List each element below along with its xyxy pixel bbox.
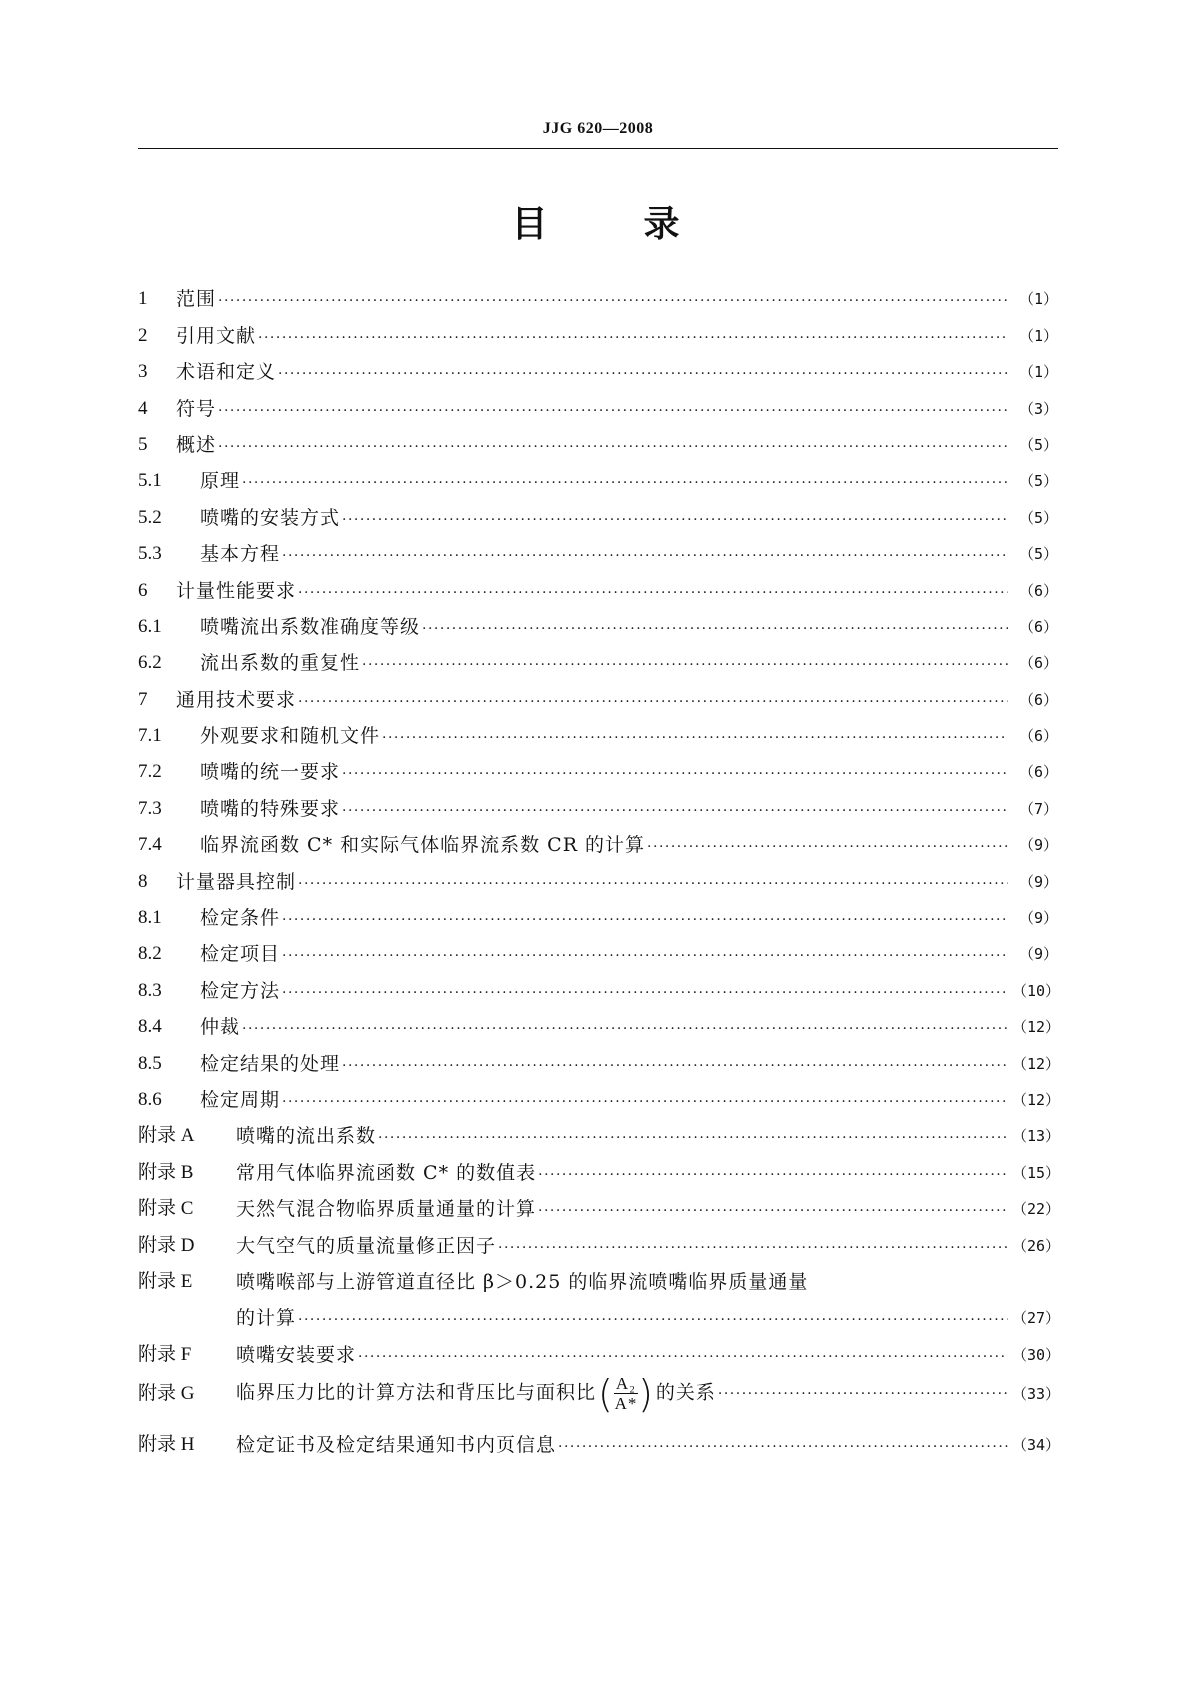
toc-entry-page: （34）	[1012, 1436, 1061, 1455]
leader-dots	[382, 728, 1008, 748]
toc-entry-number: 附录 G	[138, 1382, 195, 1404]
fraction-denominator: A*	[614, 1394, 638, 1414]
toc-entry-number: 附录 H	[138, 1434, 195, 1456]
leader-dots	[538, 1165, 1008, 1185]
leader-dots	[358, 1347, 1008, 1367]
toc-entry-page: （9）	[1018, 909, 1058, 928]
toc-entry[interactable]	[138, 712, 1058, 748]
toc-entry-number: 7	[138, 688, 148, 710]
toc-entry-number: 8.4	[138, 1016, 162, 1038]
toc-entry[interactable]	[138, 1039, 1061, 1075]
toc-entry-page: （33）	[1012, 1384, 1061, 1403]
toc-entry-number: 附录 D	[138, 1234, 195, 1256]
toc-entry-number: 附录 B	[138, 1161, 194, 1183]
toc-entry-number: 1	[138, 288, 148, 310]
toc-entry[interactable]	[138, 1003, 1061, 1039]
toc-entry-text	[236, 1371, 716, 1416]
toc-entry-page: （3）	[1018, 399, 1058, 418]
toc-entry[interactable]	[138, 530, 1058, 566]
toc-entry-number: 8.3	[138, 979, 162, 1001]
toc-entry-appendix-g[interactable]	[138, 1367, 1061, 1421]
leader-dots	[498, 1238, 1008, 1258]
toc-entry[interactable]	[138, 639, 1058, 675]
toc-entry[interactable]	[138, 421, 1058, 457]
toc-entry-page: （5）	[1018, 545, 1058, 564]
toc-entry[interactable]	[138, 748, 1058, 784]
toc-entry-text: 喷嘴喉部与上游管道直径比 β＞0.25 的临界流喷嘴临界质量通量	[236, 1270, 809, 1293]
fraction-numerator: A₂	[615, 1374, 637, 1394]
toc-entry-text: 仲裁	[200, 1016, 241, 1039]
area-ratio-fraction: ( $\frac{\text{A₂}}{A*}$ )	[598, 1371, 654, 1416]
toc-entry-text: 术语和定义	[176, 361, 277, 384]
leader-dots	[282, 1092, 1008, 1112]
toc-entry-text: 检定项目	[200, 943, 281, 966]
leader-dots	[282, 946, 1008, 966]
toc-entry-page: （5）	[1018, 508, 1058, 527]
leader-dots	[298, 874, 1008, 894]
toc-entry[interactable]	[138, 348, 1058, 384]
toc-entry-page: （6）	[1018, 690, 1058, 709]
toc-entry-appendix-h[interactable]	[138, 1421, 1061, 1457]
toc-entry-number: 附录 A	[138, 1125, 195, 1147]
leader-dots	[298, 692, 1008, 712]
toc-entry-text: 检定周期	[200, 1088, 281, 1111]
toc-entry-page: （9）	[1018, 836, 1058, 855]
toc-entry-number: 3	[138, 361, 148, 383]
title-char-2: 录	[643, 204, 680, 245]
toc-entry-text: 常用气体临界流函数 C* 的数值表	[236, 1161, 537, 1184]
toc-entry-number: 8.6	[138, 1088, 162, 1110]
toc-entry-number: 6.1	[138, 615, 162, 637]
toc-entry-appendix-e-continued[interactable]	[138, 1294, 1061, 1330]
toc-entry-page: （30）	[1012, 1345, 1061, 1364]
toc-entry-appendix-f[interactable]	[138, 1330, 1061, 1366]
document-code-header: JJG 620—2008	[542, 120, 654, 137]
leader-dots	[242, 473, 1008, 493]
table-of-contents	[138, 275, 1061, 1457]
toc-entry-number: 6	[138, 579, 148, 601]
toc-entry-appendix-e[interactable]	[138, 1258, 1058, 1294]
toc-entry-page: （15）	[1012, 1163, 1061, 1182]
toc-entry[interactable]	[138, 930, 1058, 966]
leader-dots	[282, 546, 1008, 566]
leader-dots	[378, 1128, 1008, 1148]
toc-entry-text: 通用技术要求	[176, 688, 297, 711]
page-title	[0, 196, 1191, 247]
toc-entry-number: 8.2	[138, 943, 162, 965]
toc-entry-page: （13）	[1012, 1127, 1061, 1146]
toc-entry[interactable]	[138, 1221, 1061, 1257]
toc-entry-text: 喷嘴流出系数准确度等级	[200, 615, 421, 638]
header-rule	[138, 148, 1058, 149]
toc-entry[interactable]	[138, 966, 1061, 1002]
leader-dots	[282, 983, 1008, 1003]
toc-entry-number: 8	[138, 870, 148, 892]
toc-entry-number: 8.5	[138, 1052, 162, 1074]
toc-entry-page: （9）	[1018, 872, 1058, 891]
toc-entry-page: （26）	[1012, 1236, 1061, 1255]
toc-entry-page: （6）	[1018, 727, 1058, 746]
toc-entry-page: （6）	[1018, 617, 1058, 636]
toc-entry[interactable]	[138, 493, 1058, 529]
leader-dots	[422, 619, 1008, 639]
toc-entry-text: 范围	[176, 288, 217, 311]
leader-dots	[342, 801, 1008, 821]
toc-entry-text: 概述	[176, 433, 217, 456]
toc-entry-page: （6）	[1018, 581, 1058, 600]
toc-entry-page: （5）	[1018, 435, 1058, 454]
toc-entry-number: 5.3	[138, 543, 162, 565]
toc-entry-number: 2	[138, 324, 148, 346]
toc-entry-number: 4	[138, 397, 148, 419]
toc-entry[interactable]	[138, 1076, 1061, 1112]
toc-entry-page: （12）	[1012, 1018, 1061, 1037]
toc-entry-page: （6）	[1018, 763, 1058, 782]
leader-dots	[218, 437, 1008, 457]
toc-entry-text: 检定条件	[200, 907, 281, 930]
title-char-1: 目	[511, 204, 548, 245]
toc-entry-text: 喷嘴的流出系数	[236, 1125, 377, 1148]
toc-entry[interactable]	[138, 784, 1058, 820]
leader-dots	[342, 764, 1008, 784]
toc-entry-page: （1）	[1018, 363, 1058, 382]
toc-entry-number: 8.1	[138, 907, 162, 929]
toc-entry[interactable]	[138, 857, 1058, 893]
toc-entry-text: 基本方程	[200, 543, 281, 566]
leader-dots	[278, 364, 1008, 384]
toc-entry-number: 附录 F	[138, 1343, 192, 1365]
toc-entry-number: 7.3	[138, 797, 162, 819]
toc-entry-text: 大气空气的质量流量修正因子	[236, 1234, 497, 1257]
toc-entry[interactable]	[138, 821, 1058, 857]
leader-dots	[258, 328, 1008, 348]
leader-dots	[218, 401, 1008, 421]
toc-entry-page: （7）	[1018, 799, 1058, 818]
leader-dots	[282, 910, 1008, 930]
toc-entry-number: 6.2	[138, 652, 162, 674]
leader-dots	[342, 510, 1008, 530]
toc-entry-page: （1）	[1018, 290, 1058, 309]
toc-entry-text-after: 的关系	[655, 1381, 716, 1404]
toc-entry-page: （12）	[1012, 1090, 1061, 1109]
leader-dots	[538, 1201, 1008, 1221]
leader-dots	[718, 1384, 1008, 1404]
toc-entry-number: 附录 C	[138, 1198, 194, 1220]
toc-entry-number: 5.2	[138, 506, 162, 528]
toc-entry-text: 喷嘴的统一要求	[200, 761, 341, 784]
toc-entry[interactable]	[138, 603, 1058, 639]
toc-entry-text: 符号	[176, 397, 217, 420]
toc-entry[interactable]	[138, 1112, 1061, 1148]
toc-entry-number: 7.2	[138, 761, 162, 783]
toc-main-entries	[138, 275, 1061, 1258]
toc-entry-text: 引用文献	[176, 324, 257, 347]
toc-entry-text: 原理	[200, 470, 241, 493]
toc-entry-text: 检定方法	[200, 979, 281, 1002]
toc-entry-number: 7.4	[138, 834, 162, 856]
leader-dots	[362, 655, 1008, 675]
toc-entry[interactable]	[138, 1185, 1061, 1221]
leader-dots	[298, 1310, 1008, 1330]
toc-entry[interactable]	[138, 311, 1058, 347]
toc-entry-text: 天然气混合物临界质量通量的计算	[236, 1198, 537, 1221]
toc-entry-page: （9）	[1018, 945, 1058, 964]
toc-entry-page: （27）	[1012, 1309, 1061, 1328]
toc-entry-page: （12）	[1012, 1054, 1061, 1073]
leader-dots	[647, 837, 1008, 857]
leader-dots	[242, 1019, 1008, 1039]
toc-entry-page: （10）	[1012, 981, 1061, 1000]
toc-entry-page: （22）	[1012, 1200, 1061, 1219]
toc-entry-number: 5.1	[138, 470, 162, 492]
toc-entry-number: 附录 E	[138, 1270, 193, 1292]
toc-entry[interactable]	[138, 457, 1058, 493]
toc-entry[interactable]	[138, 1148, 1061, 1184]
toc-entry-text: 计量性能要求	[176, 579, 297, 602]
toc-entry-text: 检定结果的处理	[200, 1052, 341, 1075]
toc-entry-text: 喷嘴的特殊要求	[200, 797, 341, 820]
toc-entry[interactable]	[138, 566, 1058, 602]
leader-dots	[558, 1437, 1008, 1457]
toc-entry-page: （5）	[1018, 472, 1058, 491]
toc-entry-text: 计量器具控制	[176, 870, 297, 893]
toc-entry-number: 7.1	[138, 725, 162, 747]
toc-entry-text: 流出系数的重复性	[200, 652, 361, 675]
toc-entry[interactable]	[138, 384, 1058, 420]
toc-entry-text: 喷嘴安装要求	[236, 1343, 357, 1366]
toc-entry-text-before: 临界压力比的计算方法和背压比与面积比	[236, 1381, 597, 1404]
toc-entry-page: （1）	[1018, 326, 1058, 345]
toc-entry-text: 喷嘴的安装方式	[200, 506, 341, 529]
toc-entry-text: 外观要求和随机文件	[200, 725, 381, 748]
toc-entry[interactable]	[138, 675, 1058, 711]
toc-entry-page: （6）	[1018, 654, 1058, 673]
toc-entry-text: 的计算	[236, 1307, 297, 1330]
toc-entry-text: 临界流函数 C* 和实际气体临界流系数 CR 的计算	[200, 834, 646, 857]
toc-entry-text: 检定证书及检定结果通知书内页信息	[236, 1434, 557, 1457]
leader-dots	[342, 1056, 1008, 1076]
toc-entry-number: 5	[138, 433, 148, 455]
leader-dots	[298, 583, 1008, 603]
toc-entry[interactable]	[138, 894, 1058, 930]
leader-dots	[218, 291, 1008, 311]
toc-entry[interactable]	[138, 275, 1058, 311]
